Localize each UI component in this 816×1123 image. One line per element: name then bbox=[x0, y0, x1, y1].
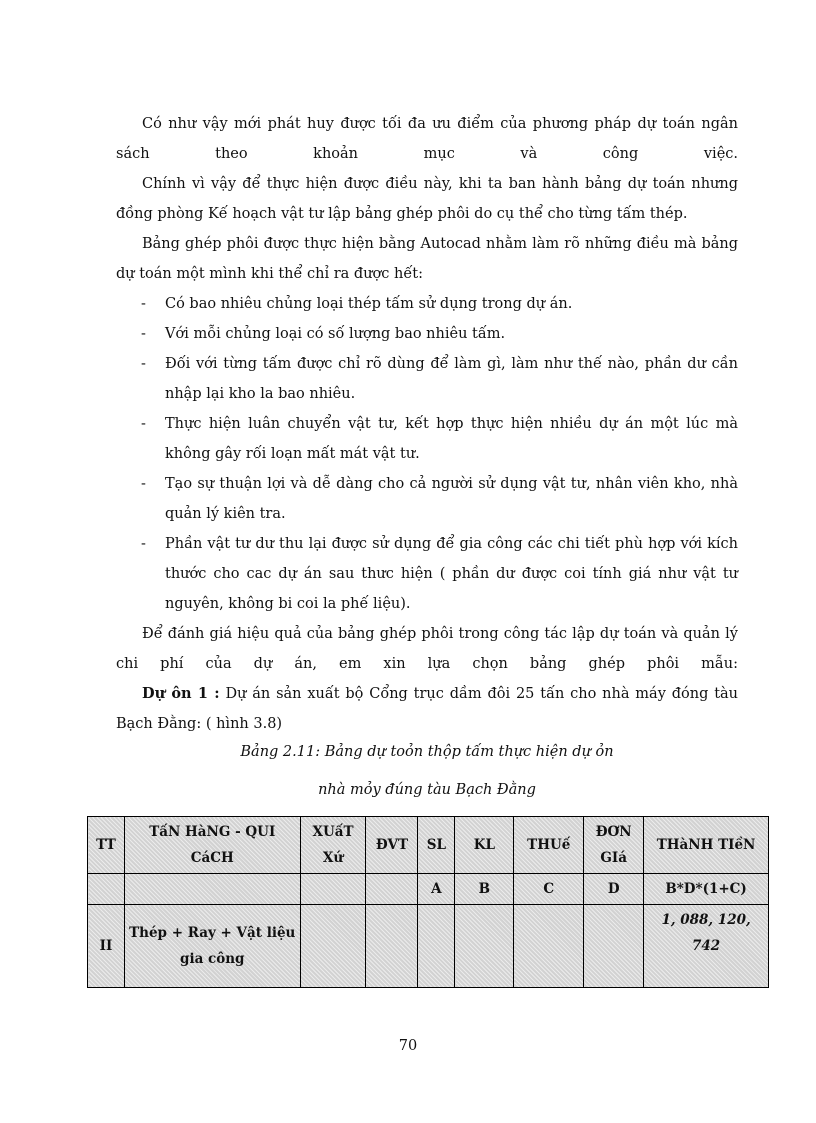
table-cell: II bbox=[88, 905, 125, 988]
bullet-dash: - bbox=[141, 326, 146, 342]
table-caption-line-1: Bảng 2.11: Bảng dự toỏn thộp tấm thực hiện dự ỏn bbox=[240, 744, 614, 760]
table-cell bbox=[88, 874, 125, 905]
table-cell: B*D*(1+C) bbox=[644, 874, 769, 905]
table-cell bbox=[455, 905, 514, 988]
header-cell: TT bbox=[88, 817, 125, 874]
table-cell bbox=[584, 905, 644, 988]
paragraph-2: Chính vì vậy để thực hiện được điều này, khi ta ban hành bảng dự toán nhưng đồng phòng Kế hoạch vật tư lập bảng ghép phôi do cụ thể cho từng tấm thép. bbox=[116, 176, 738, 222]
bullet-dash: - bbox=[141, 296, 146, 312]
project-paragraph bbox=[116, 679, 738, 739]
bullet-dash: - bbox=[141, 416, 146, 432]
header-cell: TấN HàNG - QUI CáCH bbox=[124, 817, 300, 874]
table-cell: C bbox=[514, 874, 584, 905]
paragraph-3: Bảng ghép phôi được thực hiện bằng Autocad nhằm làm rõ những điều mà bảng dự toán một mình khi thể chỉ ra được hết: bbox=[116, 236, 738, 282]
table-cell bbox=[418, 905, 455, 988]
table-cell: A bbox=[418, 874, 455, 905]
table-cell bbox=[300, 874, 366, 905]
paragraph-evaluation: Để đánh giá hiệu quả của bảng ghép phôi trong công tác lập dự toán và quản lý chi phí của dự án, em xin lựa chọn bảng ghép phôi mẫu: bbox=[116, 626, 738, 672]
table-cell bbox=[300, 905, 366, 988]
table-cell: Thép + Ray + Vật liệu gia công bbox=[124, 905, 300, 988]
bullet-text: Thực hiện luân chuyển vật tư, kết hợp thực hiện nhiều dự án một lúc mà không gây rối loạn mất mát vật tư. bbox=[165, 416, 738, 462]
header-cell: ĐVT bbox=[366, 817, 418, 874]
header-cell: ĐƠN GIá bbox=[584, 817, 644, 874]
table-cell bbox=[366, 874, 418, 905]
table-formula-row bbox=[88, 874, 769, 905]
project-label: Dự ôn 1 : bbox=[142, 685, 220, 702]
header-cell: KL bbox=[455, 817, 514, 874]
paragraph-1: Có như vậy mới phát huy được tối đa ưu điểm của phương pháp dự toán ngân sách theo khoản mục và công việc. bbox=[116, 116, 738, 162]
table-cell bbox=[514, 905, 584, 988]
header-cell: SL bbox=[418, 817, 455, 874]
bullet-dash: - bbox=[141, 536, 146, 552]
bullet-dash: - bbox=[141, 476, 146, 492]
bullet-text: Phần vật tư dư thu lại được sử dụng để gia công các chi tiết phù hợp với kích thước cho cac dự án sau thưc hiện ( phần dư được coi tính giá như vật tư nguyên, không bi coi la phế liệu). bbox=[165, 536, 738, 612]
header-cell: THàNH TIềN bbox=[644, 817, 769, 874]
header-cell: THUế bbox=[514, 817, 584, 874]
table-cell: D bbox=[584, 874, 644, 905]
header-cell: XUấT Xứ bbox=[300, 817, 366, 874]
project-text: Dự án sản xuất bộ Cổng trục dầm đôi 25 tấn cho nhà máy đóng tàu Bạch Đằng: ( hình 3.8) bbox=[116, 686, 739, 732]
bullet-text: Với mỗi chủng loại có số lượng bao nhiêu tấm. bbox=[165, 326, 506, 342]
page-number: 70 bbox=[398, 1038, 418, 1054]
bullet-text: Có bao nhiêu chủng loại thép tấm sử dụng trong dự án. bbox=[165, 296, 573, 312]
table-header-row bbox=[88, 817, 769, 874]
table-cell-amount: 1, 088, 120, 742 bbox=[644, 905, 769, 988]
estimate-table bbox=[87, 816, 769, 988]
bullet-text: Tạo sự thuận lợi và dễ dàng cho cả người sử dụng vật tư, nhân viên kho, nhà quản lý kiên tra. bbox=[165, 476, 738, 522]
bullet-dash: - bbox=[141, 356, 146, 372]
table-cell bbox=[124, 874, 300, 905]
table-cell: B bbox=[455, 874, 514, 905]
bullet-text: Đối với từng tấm được chỉ rõ dùng để làm gì, làm như thế nào, phần dư cần nhập lại kho la bao nhiêu. bbox=[165, 356, 738, 402]
table-caption-line-2: nhà mỏy đúng tàu Bạch Đằng bbox=[318, 782, 536, 798]
table-row bbox=[88, 905, 769, 988]
table-cell bbox=[366, 905, 418, 988]
